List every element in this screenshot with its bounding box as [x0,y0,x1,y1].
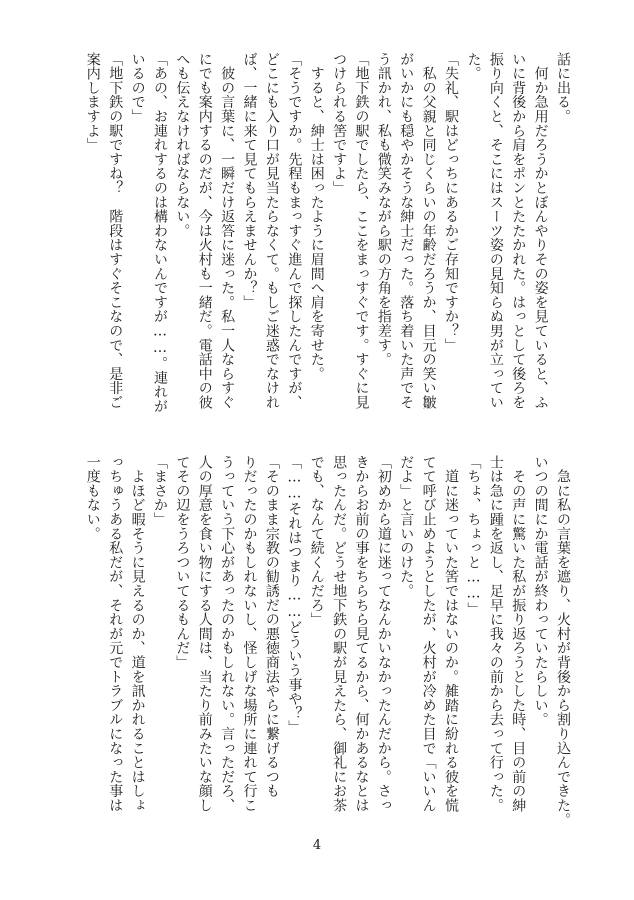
text-column: いるので」 [129,52,146,124]
text-column: た。 [465,52,482,81]
text-column: 「……それはつまり……どういう事や？」 [286,455,303,735]
text-column: 「地下鉄の駅でしたら、ここをまっすぐです。すぐに見 [353,52,370,410]
text-column: その声に驚いた私が振り返ろうとした時、目の前の紳 [510,455,527,813]
text-column: 思ったんだ。どうせ地下鉄の駅が見えたら、御礼にお茶 [331,455,348,813]
text-column: 「失礼、駅はどっちにあるかご存知ですか？」 [443,52,460,353]
text-column: 振り向くと、そこにはスーツ姿の見知らぬ男が立ってい [487,52,504,410]
text-column: てて呼び止めようとしたが、火村が冷めた目で「いいん [420,455,437,813]
text-column: 士は急に踵を返し、足早に我々の前から去って行った。 [487,455,504,813]
text-column: つけられる筈ですよ」 [331,52,348,195]
text-column: 何か急用だろうかとぼんやりその姿を見ていると、ふ [532,52,549,410]
text-column: うっていう下心があったのかもしれない。言っただろ、 [219,455,236,813]
text-column: りだったのかもしれないし、怪しげな場所に連れて行こ [241,455,258,813]
text-column: 急に私の言葉を遮り、火村が背後から割り込んできた。 [555,455,571,827]
text-column: どこにも入り口が見当たらなくて。もしご迷惑でなけれ [263,52,280,410]
text-column: 彼の言葉に、一瞬だけ返答に迷った。私一人ならすぐ [219,52,236,410]
text-column: う訊かれ、私も微笑みながら駅の方角を指差す。 [375,52,392,367]
text-column: 「ちょ、ちょっと……」 [465,455,482,617]
text-column: 案内しますよ」 [84,52,101,153]
text-column: にでも案内するのだが、今は火村も一緒だ。電話中の彼 [196,52,213,410]
text-column: きからお前の事をちらちら見てるから、何かあるなとは [353,455,370,813]
text-column: がいかにも穏やかそうな紳士だった。落ち着いた声でそ [398,52,415,410]
text-block-top [54,52,574,472]
text-column: だよ」と言いのけた。 [398,455,415,598]
text-column: 「まさか」 [151,455,168,527]
text-column: 一度もない。 [84,455,101,541]
text-column: でも、なんて続くんだろ」 [308,455,325,627]
text-column: よほど暇そうに見えるのか、道を訊かれることはしょ [129,455,146,813]
text-column: 「そのまま宗教の勧誘だの悪徳商法やらに繋げるつも [263,455,280,799]
text-column: 「そうですか。先程もまっすぐ進んで探したんですが、 [286,52,303,410]
text-column: いつの間にか電話が終わっていたらしい。 [532,455,549,727]
text-column: 「あの、お連れするのは構わないんですが……。連れが [151,52,168,414]
text-column: 「地下鉄の駅ですね？ 階段はすぐそこなので、是非ご [107,52,124,410]
text-column: てその辺をうろついてるもんだ」 [174,455,191,670]
text-block-bottom [54,455,574,875]
text-column: 道に迷っていた筈ではないのか。雑踏に紛れる彼を慌 [443,455,460,813]
text-column: すると、紳士は困ったように眉間へ肩を寄せた。 [308,52,325,381]
text-column: ば、一緒に来て見てもらえませんか？」 [241,52,258,310]
text-column: へも伝えなければならない。 [174,52,191,238]
page-number: 4 [312,838,322,853]
text-column: 話に出る。 [555,52,571,124]
text-column: 「初めから道に迷ってなんかいなかったんだから。さっ [375,455,392,813]
text-column: 人の厚意を食い物にする人間は、当たり前みたいな顔し [196,455,213,813]
text-column: っちゅうある私だが、それが元でトラブルになった事は [107,455,124,813]
text-column: いに背後から肩をポンとたたかれた。はっとして後ろを [510,52,527,410]
text-column: 私の父親と同じくらいの年齢だろうか、目元の笑い皺 [420,52,437,410]
